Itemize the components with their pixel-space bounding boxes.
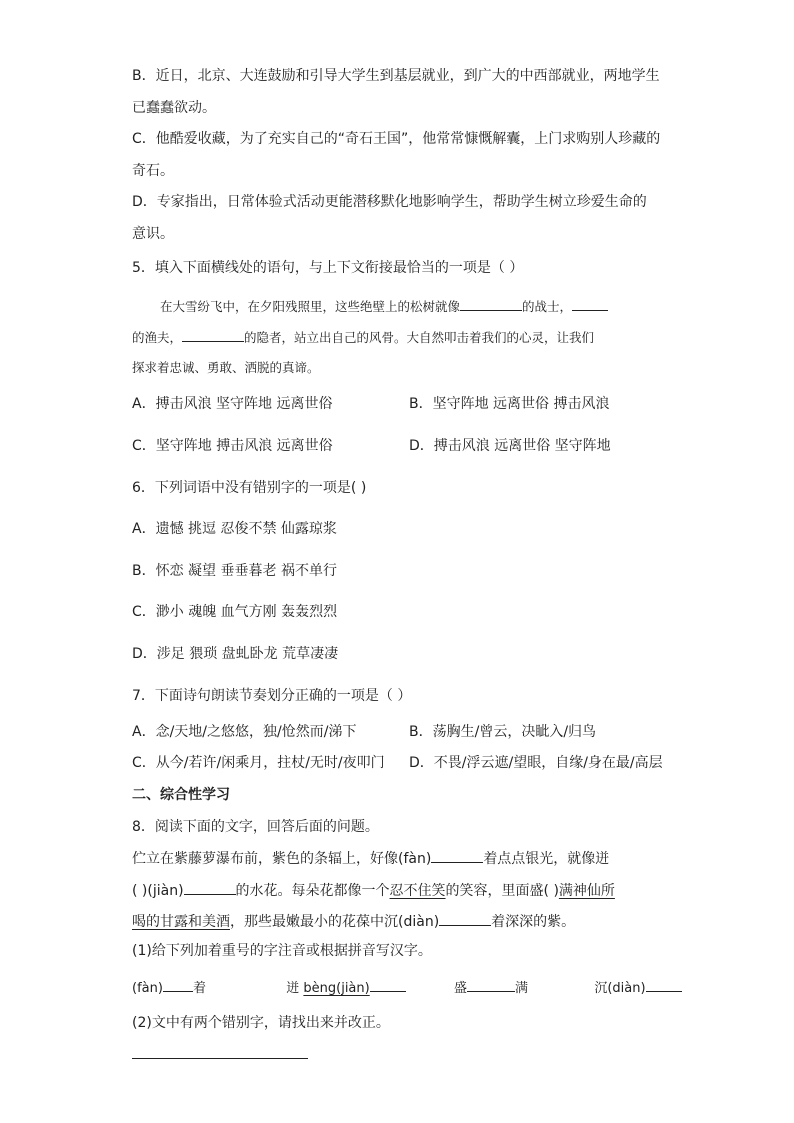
fill-label: 着 bbox=[192, 981, 206, 996]
q5-passage-text: 的渔夫， bbox=[132, 330, 183, 345]
q4-option-b-line2: 已蠢蠢欲动。 bbox=[132, 100, 216, 116]
q8-passage-line3 bbox=[132, 911, 575, 932]
q7-option-d: D．不畏/浮云遮/望眼，自缘/身在最/高层 bbox=[409, 755, 663, 771]
q5-passage-text: 在大雪纷飞中，在夕阳残照里，这些绝壁上的松树就像 bbox=[160, 299, 461, 314]
q7-option-a: A．念/天地/之悠悠，独/怆然而/涕下 bbox=[132, 724, 357, 740]
q8-passage-line1 bbox=[132, 848, 609, 869]
q8-text: 的水花。每朵花都像一个 bbox=[235, 883, 390, 899]
q8-text: ( )(jiàn) bbox=[132, 883, 184, 899]
q5-passage-line1 bbox=[160, 296, 608, 317]
q4-option-c-line2: 奇石。 bbox=[132, 163, 174, 179]
q8-fill-row bbox=[132, 977, 682, 999]
q5-stem: 5．填入下面横线处的语句，与上下文衔接最恰当的一项是（ ） bbox=[132, 260, 524, 276]
q5-passage-line2 bbox=[132, 327, 594, 348]
fill-label: 迸 bbox=[286, 981, 300, 996]
fill-item-sheng bbox=[454, 981, 528, 996]
q5-passage-text: 的战士， bbox=[522, 299, 573, 314]
q4-option-c-line1: C．他酷爱收藏，为了充实自己的“奇石王国”，他常常慷慨解囊，上门求购别人珍藏的 bbox=[132, 131, 661, 147]
q7-option-b: B．荡胸生/曾云，决眦入/归鸟 bbox=[409, 724, 597, 740]
q8-underlined-text: 忍不住笑 bbox=[389, 883, 446, 899]
q8-underlined-text: 喝的甘露和美酒 bbox=[132, 914, 230, 930]
fill-blank-fan[interactable] bbox=[163, 977, 193, 992]
q5-option-d: D．搏击风浪 远离世俗 坚守阵地 bbox=[409, 438, 611, 454]
section-heading: 二、综合性学习 bbox=[132, 787, 230, 803]
q6-option-a: A．遗憾 挑逗 忍俊不禁 仙露琼浆 bbox=[132, 521, 337, 537]
fill-label: 满 bbox=[515, 981, 529, 996]
q5-passage-line3: 探求着忠诚、勇敢、洒脱的真谛。 bbox=[132, 360, 320, 375]
q5-blank-1[interactable] bbox=[460, 296, 522, 311]
q8-blank-fan[interactable] bbox=[431, 848, 483, 863]
q5-blank-3[interactable] bbox=[182, 327, 244, 342]
q8-text: 着点点银光，就像迸 bbox=[483, 851, 610, 867]
q5-option-c: C．坚守阵地 搏击风浪 远离世俗 bbox=[132, 438, 333, 454]
q8-blank-dian[interactable] bbox=[439, 911, 491, 926]
q5-blank-2[interactable] bbox=[572, 296, 608, 311]
q5-option-a: A．搏击风浪 坚守阵地 远离世俗 bbox=[132, 396, 333, 412]
fill-item-dian bbox=[594, 981, 681, 996]
q4-option-d-line2: 意识。 bbox=[132, 226, 174, 242]
q7-stem: 7．下面诗句朗读节奏划分正确的一项是（ ） bbox=[132, 688, 412, 704]
q8-passage-line2 bbox=[132, 880, 615, 901]
fill-label: 沉(diàn) bbox=[594, 981, 646, 996]
q6-option-b: B．怀恋 凝望 垂垂暮老 祸不单行 bbox=[132, 563, 337, 579]
fill-blank-jian[interactable] bbox=[370, 977, 406, 992]
q4-option-d-line1: D．专家指出，日常体验式活动更能潜移默化地影响学生，帮助学生树立珍爱生命的 bbox=[132, 194, 647, 210]
q8-stem: 8．阅读下面的文字，回答后面的问题。 bbox=[132, 819, 379, 835]
fill-label: (fàn) bbox=[132, 981, 163, 996]
q8-sub1: (1)给下列加着重号的字注音或根据拼音写汉字。 bbox=[132, 943, 432, 959]
q5-passage-text: 的隐者，站立出自己的风骨。大自然叩击着我们的心灵，让我们 bbox=[244, 330, 595, 345]
q8-sub2: (2)文中有两个错别字，请找出来并改正。 bbox=[132, 1015, 390, 1031]
q6-option-c: C．渺小 魂魄 血气方刚 轰轰烈烈 bbox=[132, 604, 338, 620]
q6-stem: 6．下列词语中没有错别字的一项是( ) bbox=[132, 480, 367, 496]
q7-option-c: C．从今/若许/闲乘月，拄杖/无时/夜叩门 bbox=[132, 755, 385, 771]
q6-option-d: D．涉足 猥琐 盘虬卧龙 荒草凄凄 bbox=[132, 646, 339, 662]
q8-text: 着深深的紫。 bbox=[491, 914, 576, 930]
fill-blank-sheng[interactable] bbox=[467, 977, 515, 992]
q8-underlined-text: 满神仙所 bbox=[558, 883, 615, 899]
fill-item-fan bbox=[132, 981, 206, 996]
q8-text: ，那些最嫩最小的花葆中沉(diàn) bbox=[230, 914, 440, 930]
q5-option-b: B．坚守阵地 远离世俗 搏击风浪 bbox=[409, 396, 610, 412]
answer-line[interactable] bbox=[132, 1058, 308, 1059]
q4-option-b-line1: B．近日，北京、大连鼓励和引导大学生到基层就业，到广大的中西部就业，两地学生 bbox=[132, 68, 660, 84]
q8-text: 的笑容，里面盛( ) bbox=[445, 883, 559, 899]
fill-label: 盛 bbox=[454, 981, 468, 996]
fill-item-jian bbox=[286, 981, 405, 996]
q8-text: 伫立在紫藤萝瀑布前，紫色的条辐上，好像(fàn) bbox=[132, 851, 432, 867]
fill-label: bèng(jiàn) bbox=[303, 981, 370, 996]
fill-blank-dian[interactable] bbox=[646, 977, 682, 992]
q8-blank-jian[interactable] bbox=[184, 880, 236, 895]
